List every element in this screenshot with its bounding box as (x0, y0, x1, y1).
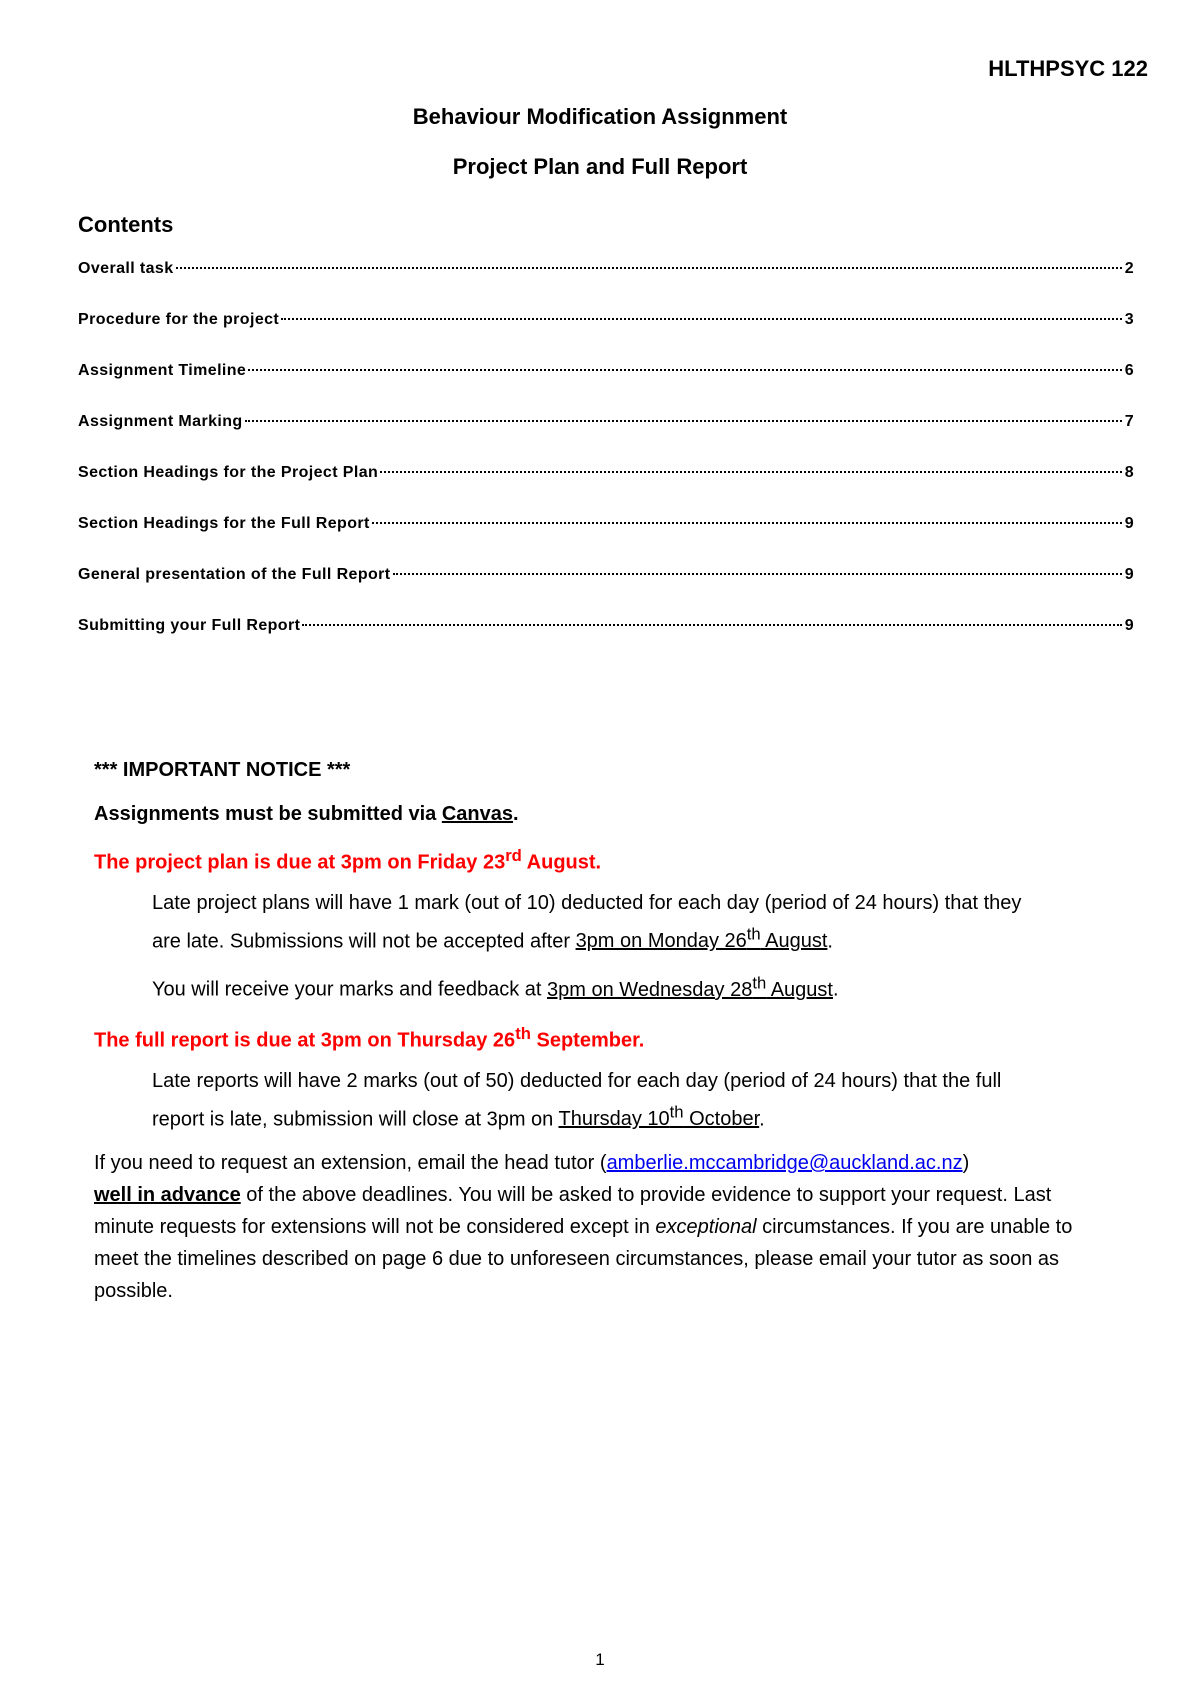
full-report-late-policy (94, 1065, 1094, 1136)
table-of-contents (78, 260, 1134, 668)
report-late-period: . (759, 1108, 765, 1131)
report-due-text: The full report is due at 3pm on Thursday 26 (94, 1029, 516, 1052)
toc-item-label: Section Headings for the Project Plan (78, 464, 379, 481)
project-plan-feedback (94, 967, 1094, 1006)
toc-item-label: Submitting your Full Report (78, 617, 301, 634)
toc-item-full-report-headings[interactable] (78, 515, 1134, 566)
submission-instruction (94, 798, 1094, 830)
report-late-ordinal: th (669, 1102, 684, 1122)
extension-policy (94, 1147, 1094, 1307)
project-plan-late-policy (94, 887, 1094, 958)
plan-late-ordinal: th (746, 924, 761, 944)
plan-due-month: August. (521, 851, 602, 874)
important-notice (94, 754, 1094, 1307)
toc-item-procedure[interactable] (78, 311, 1134, 362)
toc-item-label: General presentation of the Full Report (78, 566, 391, 583)
toc-leader-dots (302, 624, 1122, 626)
report-late-text: Late reports will have 2 marks (out of 50) deducted for each day (period of 24 hours) that the full report is late, submission will close at 3pm on (152, 1069, 1002, 1131)
toc-page-number: 3 (1124, 311, 1134, 328)
toc-leader-dots (281, 318, 1122, 320)
toc-item-label: Assignment Marking (78, 413, 243, 430)
extension-text: If you need to request an extension, email the head tutor ( (94, 1152, 607, 1175)
toc-page-number: 7 (1124, 413, 1134, 430)
report-late-month: October (683, 1108, 760, 1131)
plan-feedback-date: 3pm on Wednesday 28 (547, 978, 753, 1001)
plan-feedback-deadline (547, 973, 833, 1001)
head-tutor-email-link[interactable]: amberlie.mccambridge@auckland.ac.nz (606, 1152, 963, 1175)
toc-leader-dots (248, 369, 1122, 371)
toc-item-label: Section Headings for the Full Report (78, 515, 370, 532)
extension-end-text: circumstances. If you are unable to meet the timelines described on page 6 due to unforeseen circumstances, please email your tutor as soon as possible. (94, 1216, 1073, 1303)
plan-due-text: The project plan is due at 3pm on Friday 23 (94, 851, 506, 874)
toc-item-label: Overall task (78, 260, 174, 277)
plan-late-deadline (575, 924, 828, 953)
extension-italic: exceptional (655, 1216, 757, 1239)
plan-feedback-month: August (766, 978, 833, 1001)
toc-item-label: Assignment Timeline (78, 362, 247, 379)
plan-feedback-period: . (832, 978, 839, 1001)
submission-text: Assignments must be submitted via (94, 803, 442, 825)
full-report-due (94, 1018, 1094, 1057)
report-late-deadline (558, 1102, 760, 1131)
toc-leader-dots (393, 573, 1122, 575)
report-due-ordinal: th (515, 1023, 531, 1043)
toc-item-project-plan-headings[interactable] (78, 464, 1134, 515)
toc-item-submitting[interactable] (78, 617, 1134, 668)
plan-due-ordinal: rd (505, 846, 522, 865)
course-code: HLTHPSYC 122 (988, 56, 1148, 81)
project-plan-due (94, 840, 1094, 879)
plan-feedback-text: You will receive your marks and feedback at (152, 978, 548, 1001)
extension-mid-text: of the above deadlines. You will be asked to provide evidence to support your request. Last minute requests for extensions will not be considered except in (94, 1184, 1052, 1239)
toc-page-number: 9 (1124, 566, 1134, 583)
page-number: 1 (595, 1650, 605, 1669)
plan-feedback-ordinal: th (752, 973, 767, 993)
toc-page-number: 6 (1124, 362, 1134, 379)
notice-header: *** IMPORTANT NOTICE *** (94, 759, 351, 781)
extension-emphasis: well in advance (94, 1184, 241, 1207)
toc-leader-dots (176, 267, 1122, 269)
plan-late-date: 3pm on Monday 26 (575, 930, 747, 953)
toc-page-number: 8 (1124, 464, 1134, 481)
report-late-date: Thursday 10 (558, 1108, 670, 1131)
plan-late-period: . (827, 930, 833, 953)
canvas-link[interactable]: Canvas (441, 803, 514, 825)
submission-period: . (513, 803, 519, 825)
document-title: Behaviour Modification Assignment (412, 104, 788, 129)
toc-leader-dots (372, 522, 1122, 524)
toc-item-timeline[interactable] (78, 362, 1134, 413)
toc-page-number: 9 (1124, 617, 1134, 634)
toc-item-label: Procedure for the project (78, 311, 280, 328)
plan-late-text: Late project plans will have 1 mark (out of 10) deducted for each day (period of 24 hours) that they are late. Submissions will not be accepted after (152, 891, 1022, 953)
toc-item-marking[interactable] (78, 413, 1134, 464)
report-due-month: September. (530, 1029, 645, 1052)
document-subtitle: Project Plan and Full Report (452, 154, 748, 179)
toc-page-number: 2 (1124, 260, 1134, 277)
contents-heading: Contents (78, 212, 174, 237)
plan-late-month: August (760, 930, 828, 953)
toc-item-overall-task[interactable] (78, 260, 1134, 311)
toc-page-number: 9 (1124, 515, 1134, 532)
extension-close-paren: ) (962, 1152, 970, 1175)
toc-item-general-presentation[interactable] (78, 566, 1134, 617)
toc-leader-dots (245, 420, 1122, 422)
toc-leader-dots (380, 471, 1122, 473)
